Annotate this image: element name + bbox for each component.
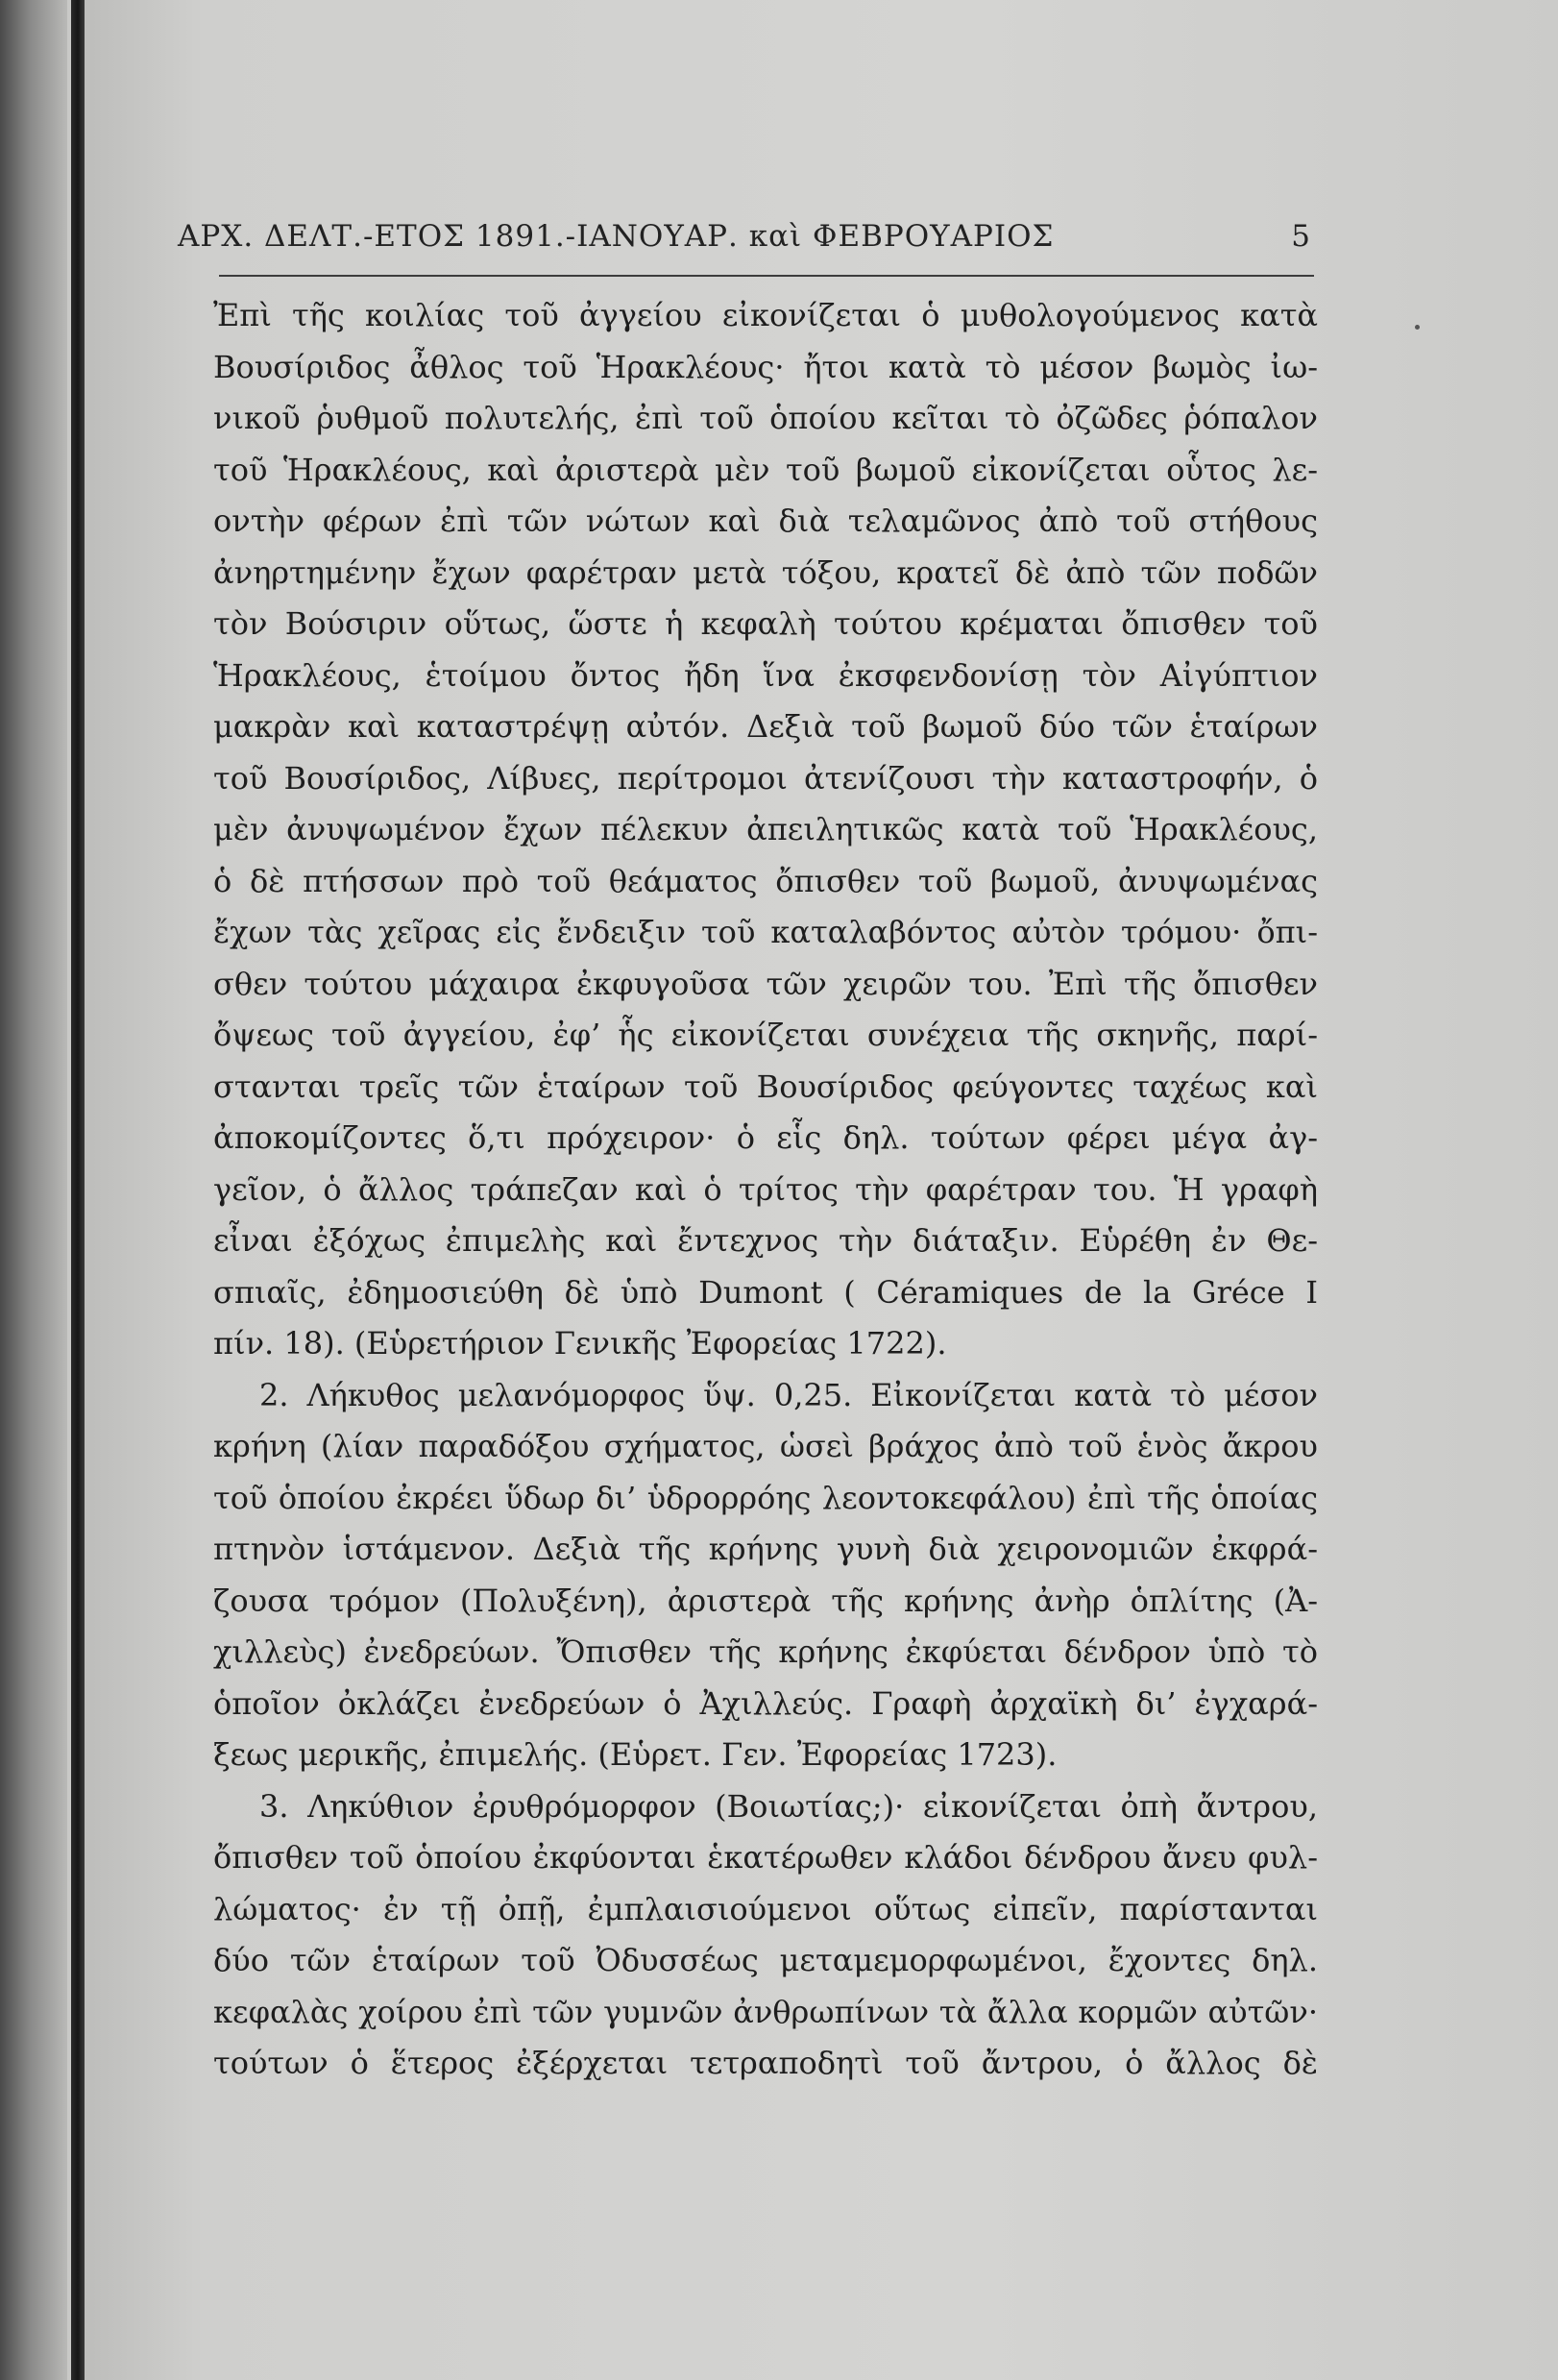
binding-shadow [0, 0, 67, 2380]
text-line: χιλλεὺς) ἐνεδρεύων. Ὄπισθεν τῆς κρήνης ἐκφύεται δένδρον ὑπὸ τὸ [213, 1633, 1318, 1670]
text-line: πίν. 18). (Εὑρετήριον Γενικῆς Ἐφορείας 1722). [213, 1325, 947, 1362]
text-line: ἔχων τὰς χεῖρας εἰς ἔνδειξιν τοῦ καταλαβόντος αὐτὸν τρόμου· ὄπι- [213, 914, 1318, 950]
text-line: λώματος· ἐν τῇ ὀπῇ, ἐμπλαισιούμενοι οὕτως εἰπεῖν, παρίστανται [213, 1890, 1318, 1927]
body-text [213, 290, 1318, 2090]
text-line: μὲν ἀνυψωμένον ἔχων πέλεκυν ἀπειλητικῶς κατὰ τοῦ Ἡρακλέους, [213, 811, 1318, 847]
text-line: οντὴν φέρων ἐπὶ τῶν νώτων καὶ διὰ τελαμῶνος ἀπὸ τοῦ στήθους [213, 503, 1318, 539]
text-line: ζουσα τρόμον (Πολυξένη), ἀριστερὰ τῆς κρήνης ἀνὴρ ὁπλίτης (Ἀ- [213, 1582, 1318, 1619]
text-line: σθεν τούτου μάχαιρα ἐκφυγοῦσα τῶν χειρῶν του. Ἐπὶ τῆς ὄπισθεν [213, 965, 1318, 1002]
text-line: τοῦ Ἡρακλέους, καὶ ἀριστερὰ μὲν τοῦ βωμοῦ εἰκονίζεται οὗτος λε- [213, 451, 1318, 488]
text-line: τοῦ ὁποίου ἐκρέει ὕδωρ δι’ ὑδρορρόης λεοντοκεφάλου) ἐπὶ τῆς ὁποίας [213, 1479, 1318, 1516]
text-line: Ἐπὶ τῆς κοιλίας τοῦ ἀγγείου εἰκονίζεται ὁ μυθολογούμενος κατὰ [213, 297, 1318, 333]
text-line: Ἡρακλέους, ἑτοίμου ὄντος ἤδη ἵνα ἐκσφενδονίσῃ τὸν Αἰγύπτιον [213, 656, 1318, 694]
text-line: νικοῦ ῥυθμοῦ πολυτελής, ἐπὶ τοῦ ὁποίου κεῖται τὸ ὀζῶδες ῥόπαλον [213, 400, 1318, 436]
text-line: εἶναι ἐξόχως ἐπιμελὴς καὶ ἔντεχνος τὴν διάταξιν. Εὑρέθη ἐν Θε- [213, 1222, 1318, 1259]
text-line: σπιαῖς, ἐδημοσιεύθη δὲ ὑπὸ Dumont ( Céramiques de la Gréce I [213, 1273, 1318, 1311]
book-gutter [71, 0, 85, 2380]
text-line: ἀποκομίζοντες ὅ,τι πρόχειρον· ὁ εἷς δηλ. τούτων φέρει μέγα ἀγ- [213, 1119, 1318, 1156]
text-line: γεῖον, ὁ ἄλλος τράπεζαν καὶ ὁ τρίτος τὴν φαρέτραν του. Ἡ γραφὴ [213, 1170, 1318, 1208]
text-line: ὁποῖον ὀκλάζει ἐνεδρεύων ὁ Ἀχιλλεύς. Γραφὴ ἀρχαϊκὴ δι’ ἐγχαρά- [213, 1684, 1318, 1722]
text-line: ὄπισθεν τοῦ ὁποίου ἐκφύονται ἑκατέρωθεν κλάδοι δένδρου ἄνευ φυλ- [213, 1839, 1318, 1876]
text-line: ὁ δὲ πτήσσων πρὸ τοῦ θεάματος ὄπισθεν τοῦ βωμοῦ, ἀνυψωμένας [213, 862, 1318, 899]
text-line: ὄψεως τοῦ ἀγγείου, ἐφ’ ἧς εἰκονίζεται συνέχεια τῆς σκηνῆς, παρί- [213, 1017, 1318, 1053]
text-line: στανται τρεῖς τῶν ἑταίρων τοῦ Βουσίριδος φεύγοντες ταχέως καὶ [213, 1067, 1318, 1105]
text-line: 2. Λήκυθος μελανόμορφος ὕψ. 0,25. Εἰκονίζεται κατὰ τὸ μέσον [259, 1376, 1318, 1413]
running-header [178, 219, 1311, 254]
text-line: ξεως μερικῆς, ἐπιμελής. (Εὑρετ. Γεν. Ἐφορείας 1723). [213, 1736, 1058, 1773]
text-line: κρήνη (λίαν παραδόξου σχήματος, ὡσεὶ βράχος ἀπὸ τοῦ ἑνὸς ἄκρου [213, 1428, 1318, 1464]
text-line: Βουσίριδος ἆθλος τοῦ Ἡρακλέους· ἤτοι κατὰ τὸ μέσον βωμὸς ἰω- [213, 348, 1318, 385]
text-line: 3. Ληκύθιον ἐρυθρόμορφον (Βοιωτίας;)· εἰκονίζεται ὀπὴ ἄντρου, [259, 1787, 1318, 1825]
text-line: τούτων ὁ ἕτερος ἐξέρχεται τετραποδητὶ τοῦ ἄντρου, ὁ ἄλλος δὲ [213, 2045, 1318, 2081]
ink-speck [1415, 325, 1420, 330]
header-rule [219, 275, 1314, 277]
text-line: μακρὰν καὶ καταστρέψῃ αὐτόν. Δεξιὰ τοῦ βωμοῦ δύο τῶν ἑταίρων [213, 708, 1318, 745]
text-line: τὸν Βούσιριν οὕτως, ὥστε ἡ κεφαλὴ τούτου κρέμαται ὄπισθεν τοῦ [213, 605, 1318, 642]
text-line: δύο τῶν ἑταίρων τοῦ Ὀδυσσέως μεταμεμορφωμένοι, ἔχοντες δηλ. [213, 1942, 1318, 1978]
text-line: ἀνηρτημένην ἔχων φαρέτραν μετὰ τόξου, κρατεῖ δὲ ἀπὸ τῶν ποδῶν [213, 553, 1318, 591]
page-number: 5 [1291, 219, 1311, 254]
text-line: κεφαλὰς χοίρου ἐπὶ τῶν γυμνῶν ἀνθρωπίνων τὰ ἄλλα κορμῶν αὐτῶν· [213, 1993, 1318, 2030]
running-header-title: ΑΡΧ. ΔΕΛΤ.-ΕΤΟΣ 1891.-ΙΑΝΟΥΑΡ. καὶ ΦΕΒΡΟΥΑΡΙΟΣ [178, 219, 1055, 254]
text-line: πτηνὸν ἱστάμενον. Δεξιὰ τῆς κρήνης γυνὴ διὰ χειρονομιῶν ἐκφρά- [213, 1531, 1318, 1567]
text-line: τοῦ Βουσίριδος, Λίβυες, περίτρομοι ἀτενίζουσι τὴν καταστροφήν, ὁ [213, 759, 1318, 797]
